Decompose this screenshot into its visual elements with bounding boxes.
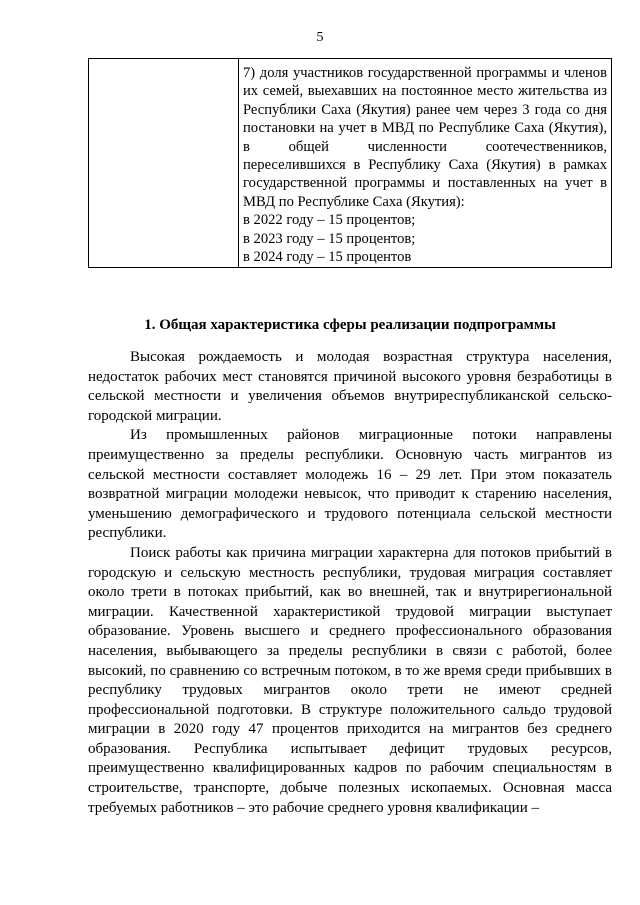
indicator-year-2023: в 2023 году – 15 процентов;	[243, 230, 416, 247]
indicator-year-2022: в 2022 году – 15 процентов;	[243, 212, 416, 229]
table-cell-right	[239, 59, 612, 268]
paragraph-3: Поиск работы как причина миграции характерна для потоков прибытий в городскую и сельскую местность республики, трудовая миграция составляет около трети в потоках прибытий, как во внешней, так и внутрирегиональной миграции. Качественной характеристикой трудовой миграции выступает образование. Уровень высшего и среднего профессионального образования населения, выбывающего за пределы республики в связи с работой, более высокий, по сравнению со встречным потоком, в то же время среди прибывших в республику трудовых мигрантов около трети не имеют средней профессиональной подготовки. В структуре положительного сальдо трудовой миграции в 2020 году 47 процентов приходится на мигрантов без среднего образования. Республика испытывает дефицит трудовых ресурсов, преимущественно квалифицированных кадров по рабочим специальностям в строительстве, транспорте, добыче полезных ископаемых. Основная масса требуемых работников – это рабочие среднего уровня квалификации –	[88, 544, 612, 816]
page-number: 5	[316, 30, 324, 45]
indicators-table	[88, 58, 612, 268]
section-body	[88, 348, 612, 818]
table-cell-left	[89, 59, 239, 268]
indicator-item-7: 7) доля участников государственной программы и членов их семей, выехавших на постоянное место жительства из Республики Саха (Якутия) ранее чем через 3 года со дня постановки на учет в МВД по Республике Саха (Якутия), в общей численности соотечественников, переселившихся в Республику Саха (Якутия) в рамках государственной программы и поставленных на учет в МВД по Республике Саха (Якутия):	[243, 65, 607, 210]
indicator-year-2024: в 2024 году – 15 процентов	[243, 249, 412, 266]
section-heading: 1. Общая характеристика сферы реализации подпрограммы	[144, 317, 556, 333]
paragraph-2: Из промышленных районов миграционные потоки направлены преимущественно за пределы республики. Основную часть мигрантов из сельской местности составляет молодежь 16 – 29 лет. При этом показатель возвратной миграции молодежи невысок, что приводит к старению населения, уменьшению демографического и трудового потенциала сельской местности республики.	[88, 427, 612, 542]
table-row	[89, 59, 612, 268]
paragraph-1: Высокая рождаемость и молодая возрастная структура населения, недостаток рабочих мест становятся причиной высокого уровня безработицы в сельской местности и увеличения объемов внутриреспубликанской сельско-городской миграции.	[88, 349, 612, 424]
